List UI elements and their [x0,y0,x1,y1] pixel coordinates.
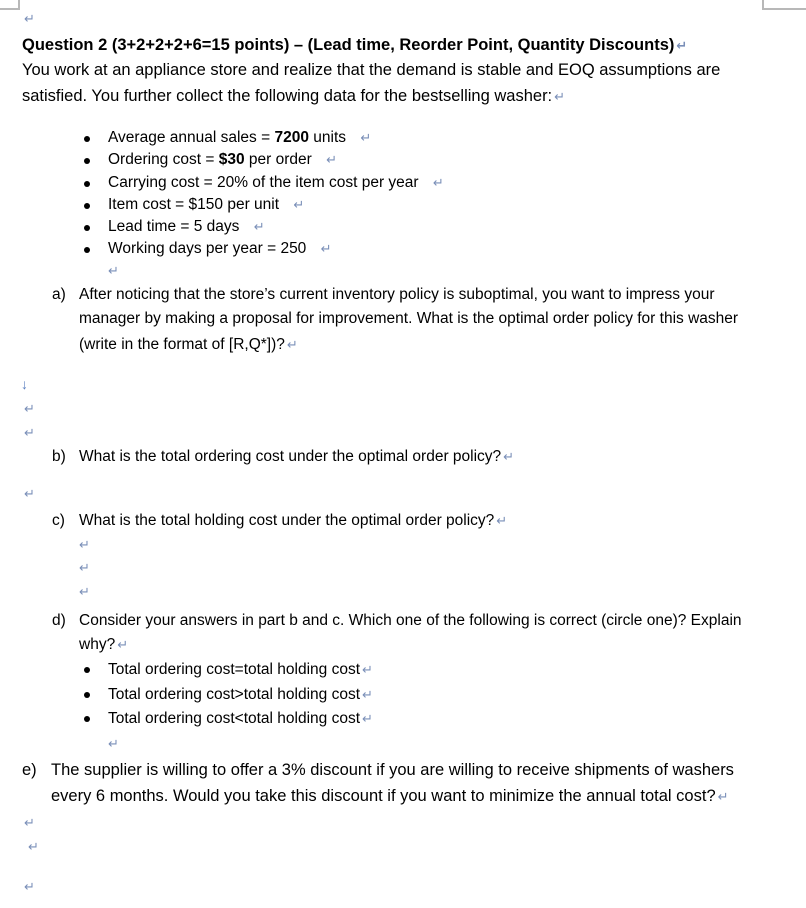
data-item-text: Lead time = 5 days [108,218,240,235]
question-letter: e) [22,761,37,779]
data-item [108,130,371,146]
answer-option-text: Total ordering cost=total holding cost [108,661,361,678]
paragraph-mark: ↵ [24,401,35,416]
page-corner-mark-right [762,0,806,10]
data-item-unit: units [308,129,347,146]
paragraph-mark: ↵ [117,637,129,652]
paragraph-mark: ↵ [326,152,337,167]
question-letter: d) [52,612,66,629]
paragraph-mark: ↵ [676,38,688,53]
data-item-text: Working days per year = 250 [108,240,307,257]
question-heading [22,37,687,54]
page-corner-mark-left [0,0,20,10]
intro-text: You work at an appliance store and realize that the demand is stable and EOQ assumptions are [22,61,721,79]
data-item [108,175,444,191]
question-d-line-2 [79,637,128,653]
paragraph-mark: ↵ [79,560,90,575]
answer-option-text: Total ordering cost>total holding cost [108,686,361,703]
paragraph-mark: ↵ [503,449,515,464]
paragraph-mark: ↵ [286,337,298,352]
question-d-text: why? [79,636,116,653]
anchor-arrow-icon: ↓ [21,376,28,392]
paragraph-mark: ↵ [24,815,35,830]
bullet-icon [84,667,90,673]
paragraph-mark: ↵ [554,89,566,104]
data-item-value: 7200 [274,129,309,146]
paragraph-mark: ↵ [24,879,35,894]
bullet-icon [84,203,90,209]
bullet-icon [84,136,90,142]
paragraph-mark: ↵ [362,687,373,702]
bullet-icon [84,716,90,722]
data-item-text: Ordering cost = [108,151,219,168]
bullet-icon [84,181,90,187]
paragraph-mark: ↵ [79,584,90,599]
question-a-text: (write in the format of [R,Q*])? [79,336,285,353]
data-item-unit: per order [244,151,312,168]
bullet-icon [84,692,90,698]
data-item [108,152,337,168]
paragraph-mark: ↵ [108,263,119,278]
paragraph-mark: ↵ [24,425,35,440]
paragraph-mark: ↵ [362,662,373,677]
question-d-line-1: Consider your answers in part b and c. Which one of the following is correct (circle one)? Explain [79,612,742,629]
question-b-line-1 [79,449,514,465]
data-item [108,219,265,235]
question-e-text: every 6 months. Would you take this discount if you want to minimize the annual total cost? [51,787,716,805]
question-a-line-3 [79,337,298,353]
question-letter: a) [52,286,66,303]
intro-line-1 [22,62,720,79]
answer-option [108,662,373,678]
paragraph-mark: ↵ [79,537,90,552]
answer-option [108,687,373,703]
paragraph-mark: ↵ [293,197,305,212]
bullet-icon [84,158,90,164]
question-e-line-1: The supplier is willing to offer a 3% discount if you are willing to receive shipments of washers [51,761,734,779]
paragraph-mark: ↵ [320,241,332,256]
question-letter: c) [52,512,65,529]
data-item-text: Carrying cost = 20% of the item cost per year [108,174,419,191]
question-letter: b) [52,448,66,465]
paragraph-mark: ↵ [717,789,729,804]
question-c-line-1 [79,513,507,529]
paragraph-mark: ↵ [362,711,373,726]
paragraph-mark: ↵ [108,736,119,751]
intro-line-2 [22,88,565,105]
bullet-icon [84,225,90,231]
paragraph-mark: ↵ [360,130,372,145]
paragraph-mark: ↵ [28,839,39,854]
data-item-text: Average annual sales = [108,129,275,146]
data-item [108,241,332,257]
paragraph-mark: ↵ [24,11,35,26]
data-item-value: $30 [218,151,245,168]
data-item-text: Item cost = $150 per unit [108,196,280,213]
paragraph-mark: ↵ [253,219,265,234]
question-b-text: What is the total ordering cost under the optimal order policy? [79,448,502,465]
paragraph-mark: ↵ [496,513,508,528]
intro-text: satisfied. You further collect the following data for the bestselling washer: [22,87,553,105]
question-a-line-2: manager by making a proposal for improvement. What is the optimal order policy for this washer [79,310,739,327]
question-a-line-1: After noticing that the store’s current inventory policy is suboptimal, you want to impress your [79,286,715,303]
question-e-line-2 [51,788,729,805]
question-c-text: What is the total holding cost under the optimal order policy? [79,512,495,529]
paragraph-mark: ↵ [432,175,444,190]
answer-option-text: Total ordering cost<total holding cost [108,710,361,727]
paragraph-mark: ↵ [24,486,35,501]
answer-option [108,711,373,727]
bullet-icon [84,247,90,253]
data-item [108,197,304,213]
question-title: Question 2 (3+2+2+2+6=15 points) – (Lead time, Reorder Point, Quantity Discounts) [22,36,675,54]
